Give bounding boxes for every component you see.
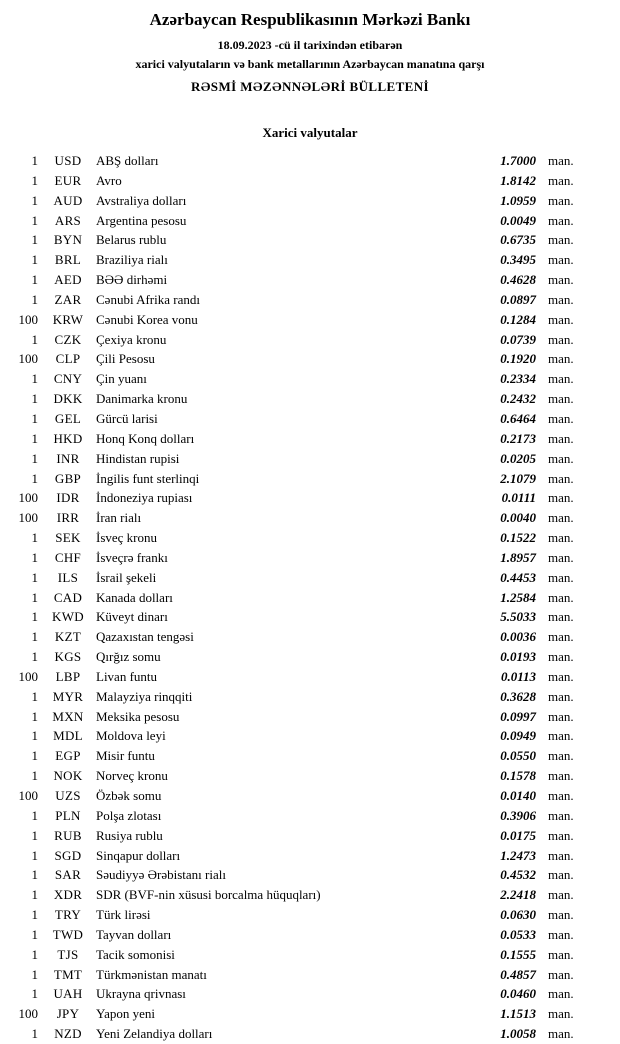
row-quantity: 1 xyxy=(31,649,38,665)
row-unit: man. xyxy=(548,549,574,565)
row-currency-code: ARS xyxy=(54,212,82,228)
table-row xyxy=(8,806,590,826)
row-unit: man. xyxy=(548,351,574,367)
row-quantity: 1 xyxy=(31,827,38,843)
table-row xyxy=(8,965,590,985)
row-unit: man. xyxy=(548,510,574,526)
table-row xyxy=(8,389,590,409)
table-row xyxy=(8,250,590,270)
row-quantity: 1 xyxy=(31,589,38,605)
row-rate: 0.4532 xyxy=(500,867,536,883)
row-unit: man. xyxy=(548,371,574,387)
row-currency-code: KRW xyxy=(52,311,84,327)
row-currency-name: Çili Pesosu xyxy=(96,351,155,367)
row-currency-code: INR xyxy=(56,450,80,466)
row-unit: man. xyxy=(548,172,574,188)
row-currency-code: ZAR xyxy=(54,291,82,307)
row-unit: man. xyxy=(548,192,574,208)
table-row xyxy=(8,508,590,528)
table-row xyxy=(8,667,590,687)
row-currency-name: İsveç kronu xyxy=(96,530,158,546)
row-currency-name: İsveçrə frankı xyxy=(96,549,168,565)
row-unit: man. xyxy=(548,490,574,506)
row-unit: man. xyxy=(548,252,574,268)
row-unit: man. xyxy=(548,589,574,605)
row-currency-name: Qırğız somu xyxy=(96,649,161,665)
row-rate: 0.0205 xyxy=(500,450,536,466)
row-quantity: 1 xyxy=(31,212,38,228)
table-row xyxy=(8,568,590,588)
row-currency-code: TWD xyxy=(52,926,84,942)
row-currency-name: İngilis funt sterlinqi xyxy=(96,470,200,486)
row-rate: 2.2418 xyxy=(500,887,536,903)
row-currency-code: XDR xyxy=(53,887,83,903)
row-rate: 1.8142 xyxy=(500,172,536,188)
row-currency-name: Cənubi Afrika randı xyxy=(96,291,200,307)
table-row xyxy=(8,369,590,389)
row-currency-name: Gürcü larisi xyxy=(96,410,158,426)
row-rate: 0.1555 xyxy=(500,946,536,962)
row-currency-code: SGD xyxy=(54,847,82,863)
row-currency-code: SAR xyxy=(54,867,82,883)
row-quantity: 1 xyxy=(31,172,38,188)
row-currency-code: CNY xyxy=(53,371,83,387)
row-rate: 0.1284 xyxy=(500,311,536,327)
table-row xyxy=(8,607,590,627)
row-quantity: 1 xyxy=(31,252,38,268)
row-quantity: 100 xyxy=(18,311,38,327)
row-quantity: 1 xyxy=(31,450,38,466)
row-quantity: 1 xyxy=(31,907,38,923)
row-unit: man. xyxy=(548,946,574,962)
row-currency-name: Ukrayna qrivnası xyxy=(96,986,186,1002)
table-row xyxy=(8,588,590,608)
table-row xyxy=(8,1004,590,1024)
row-quantity: 1 xyxy=(31,708,38,724)
row-currency-code: ILS xyxy=(57,569,79,585)
row-unit: man. xyxy=(548,708,574,724)
section-title-foreign-currencies: Xarici valyutalar xyxy=(262,125,358,140)
bulletin-title: RƏSMİ MƏZƏNNƏLƏRİ BÜLLETENİ xyxy=(191,79,429,94)
table-row xyxy=(8,528,590,548)
table-row xyxy=(8,310,590,330)
row-currency-code: RUB xyxy=(54,827,82,843)
row-currency-code: TMT xyxy=(53,966,83,982)
row-rate: 0.1920 xyxy=(500,351,536,367)
row-currency-code: AED xyxy=(54,272,82,288)
row-rate: 0.0897 xyxy=(500,291,536,307)
row-currency-name: Misir funtu xyxy=(96,748,155,764)
row-unit: man. xyxy=(548,887,574,903)
row-currency-code: UAH xyxy=(53,986,83,1002)
row-quantity: 1 xyxy=(31,887,38,903)
row-currency-code: KZT xyxy=(54,629,82,645)
row-currency-name: Özbək somu xyxy=(96,788,162,803)
table-row xyxy=(8,1024,590,1044)
row-quantity: 1 xyxy=(31,331,38,347)
row-quantity: 1 xyxy=(31,549,38,565)
row-currency-name: Tayvan dolları xyxy=(96,926,172,942)
row-quantity: 1 xyxy=(31,986,38,1002)
row-currency-name: ABŞ dolları xyxy=(96,153,159,168)
row-currency-code: CAD xyxy=(53,589,83,605)
row-unit: man. xyxy=(548,391,574,407)
row-currency-name: Avro xyxy=(96,172,122,188)
row-quantity: 1 xyxy=(31,391,38,407)
row-quantity: 1 xyxy=(31,430,38,446)
table-row xyxy=(8,409,590,429)
row-quantity: 1 xyxy=(31,748,38,764)
row-quantity: 1 xyxy=(31,946,38,962)
table-row xyxy=(8,786,590,806)
row-currency-name: Avstraliya dolları xyxy=(96,192,187,208)
table-row xyxy=(8,330,590,350)
row-currency-name: Malayziya rinqqiti xyxy=(96,688,193,704)
row-currency-code: MYR xyxy=(52,688,84,704)
table-row xyxy=(8,488,590,508)
row-currency-code: HKD xyxy=(53,430,83,446)
row-currency-code: AUD xyxy=(53,192,83,208)
row-unit: man. xyxy=(548,788,574,803)
row-currency-code: GEL xyxy=(54,410,82,426)
table-row xyxy=(8,984,590,1004)
row-unit: man. xyxy=(548,291,574,307)
row-currency-code: NZD xyxy=(54,1026,82,1042)
row-currency-name: Küveyt dinarı xyxy=(96,609,168,625)
row-currency-name: Sinqapur dolları xyxy=(96,847,181,863)
row-quantity: 1 xyxy=(31,371,38,387)
table-row xyxy=(8,905,590,925)
row-rate: 0.0113 xyxy=(500,668,536,684)
row-quantity: 1 xyxy=(31,410,38,426)
document-header xyxy=(0,8,620,97)
row-currency-name: Səudiyyə Ərəbistanı rialı xyxy=(96,867,226,883)
row-currency-code: MDL xyxy=(53,728,83,744)
row-unit: man. xyxy=(548,966,574,982)
row-unit: man. xyxy=(548,430,574,446)
row-unit: man. xyxy=(548,470,574,486)
table-row xyxy=(8,925,590,945)
row-unit: man. xyxy=(548,986,574,1002)
table-row xyxy=(8,191,590,211)
row-currency-code: USD xyxy=(54,153,82,168)
row-rate: 0.0175 xyxy=(500,827,536,843)
row-currency-code: CHF xyxy=(54,549,82,565)
row-rate: 0.3495 xyxy=(500,252,536,268)
row-unit: man. xyxy=(548,827,574,843)
row-unit: man. xyxy=(548,609,574,625)
row-unit: man. xyxy=(548,649,574,665)
row-unit: man. xyxy=(548,1026,574,1042)
row-quantity: 1 xyxy=(31,688,38,704)
row-unit: man. xyxy=(548,331,574,347)
row-unit: man. xyxy=(548,907,574,923)
row-rate: 0.0460 xyxy=(500,986,536,1002)
table-row xyxy=(8,945,590,965)
row-rate: 1.8957 xyxy=(500,549,536,565)
row-currency-code: UZS xyxy=(55,788,81,803)
row-quantity: 1 xyxy=(31,192,38,208)
row-unit: man. xyxy=(548,688,574,704)
row-unit: man. xyxy=(548,926,574,942)
row-rate: 0.0111 xyxy=(501,490,536,506)
row-quantity: 100 xyxy=(18,668,38,684)
row-currency-code: EUR xyxy=(54,172,82,188)
row-quantity: 100 xyxy=(18,788,38,803)
table-row xyxy=(8,707,590,727)
row-currency-code: LBP xyxy=(55,668,81,684)
table-row xyxy=(8,647,590,667)
row-rate: 0.0140 xyxy=(500,788,536,803)
row-currency-name: Çin yuanı xyxy=(96,371,147,387)
row-currency-name: Yeni Zelandiya dolları xyxy=(96,1026,213,1042)
row-quantity: 1 xyxy=(31,530,38,546)
row-unit: man. xyxy=(548,410,574,426)
row-unit: man. xyxy=(548,847,574,863)
row-currency-code: IDR xyxy=(56,490,80,506)
row-currency-code: EGP xyxy=(55,748,81,764)
page-title: Azərbaycan Respublikasının Mərkəzi Bankı xyxy=(149,10,471,29)
row-currency-code: CLP xyxy=(55,351,81,367)
row-currency-code: GBP xyxy=(54,470,82,486)
row-rate: 0.6735 xyxy=(500,232,536,248)
row-quantity: 100 xyxy=(18,1006,38,1022)
row-rate: 5.5033 xyxy=(500,609,536,625)
row-quantity: 1 xyxy=(31,291,38,307)
row-currency-code: PLN xyxy=(55,807,81,823)
row-currency-code: BRL xyxy=(54,252,82,268)
row-rate: 0.0533 xyxy=(500,926,536,942)
table-row xyxy=(8,885,590,905)
row-unit: man. xyxy=(548,212,574,228)
row-unit: man. xyxy=(548,728,574,744)
row-currency-name: Danimarka kronu xyxy=(96,391,188,407)
row-currency-name: Meksika pesosu xyxy=(96,708,180,724)
row-unit: man. xyxy=(548,768,574,784)
row-unit: man. xyxy=(548,807,574,823)
row-rate: 1.0959 xyxy=(500,192,536,208)
table-row xyxy=(8,211,590,231)
row-quantity: 1 xyxy=(31,272,38,288)
row-currency-name: Kanada dolları xyxy=(96,589,173,605)
table-row xyxy=(8,865,590,885)
row-currency-code: IRR xyxy=(56,510,80,526)
table-row xyxy=(8,826,590,846)
effective-date-line: 18.09.2023 -cü il tarixindən etibarən xyxy=(217,38,403,52)
table-row xyxy=(8,548,590,568)
row-quantity: 1 xyxy=(31,232,38,248)
row-currency-code: TRY xyxy=(54,907,82,923)
row-currency-name: Braziliya rialı xyxy=(96,252,168,268)
row-unit: man. xyxy=(548,867,574,883)
header-subtitle: xarici valyutaların və bank metallarının Azərbaycan manatına qarşı xyxy=(135,57,485,71)
row-currency-code: TJS xyxy=(57,946,79,962)
row-currency-name: Tacik somonisi xyxy=(96,946,175,962)
row-rate: 0.0630 xyxy=(500,907,536,923)
row-currency-name: Moldova leyi xyxy=(96,728,166,744)
row-quantity: 1 xyxy=(31,470,38,486)
row-rate: 0.0949 xyxy=(500,728,536,744)
row-unit: man. xyxy=(548,272,574,288)
table-row xyxy=(8,290,590,310)
row-rate: 0.2334 xyxy=(500,371,536,387)
row-currency-code: MXN xyxy=(52,708,84,724)
row-unit: man. xyxy=(548,1006,574,1022)
row-unit: man. xyxy=(548,530,574,546)
table-row xyxy=(8,349,590,369)
row-quantity: 1 xyxy=(31,609,38,625)
table-row xyxy=(8,469,590,489)
row-unit: man. xyxy=(548,232,574,248)
row-rate: 2.1079 xyxy=(500,470,536,486)
row-currency-name: Argentina pesosu xyxy=(96,212,187,228)
row-currency-code: SEK xyxy=(55,530,81,546)
row-rate: 0.1578 xyxy=(500,768,536,784)
row-currency-name: Rusiya rublu xyxy=(96,827,163,843)
row-quantity: 1 xyxy=(31,966,38,982)
row-unit: man. xyxy=(548,629,574,645)
row-currency-code: JPY xyxy=(56,1006,80,1022)
row-currency-name: Livan funtu xyxy=(96,668,158,684)
row-quantity: 1 xyxy=(31,569,38,585)
row-unit: man. xyxy=(548,569,574,585)
row-rate: 0.4453 xyxy=(500,569,536,585)
row-quantity: 1 xyxy=(31,1026,38,1042)
row-currency-name: Polşa zlotası xyxy=(96,807,162,823)
row-rate: 1.2584 xyxy=(500,589,536,605)
row-quantity: 1 xyxy=(31,847,38,863)
row-currency-name: SDR (BVF-nin xüsusi borcalma hüquqları) xyxy=(96,887,321,903)
row-quantity: 1 xyxy=(31,153,38,168)
row-currency-name: Türk lirəsi xyxy=(96,907,151,923)
row-rate: 0.3906 xyxy=(500,807,536,823)
row-rate: 0.0739 xyxy=(500,331,536,347)
row-rate: 0.6464 xyxy=(500,410,536,426)
row-currency-name: Türkmənistan manatı xyxy=(96,966,207,982)
row-unit: man. xyxy=(548,450,574,466)
row-rate: 0.0193 xyxy=(500,649,536,665)
row-currency-code: DKK xyxy=(53,391,83,407)
row-currency-code: NOK xyxy=(53,768,83,784)
row-currency-name: Norveç kronu xyxy=(96,768,168,784)
table-row xyxy=(8,766,590,786)
row-currency-code: KGS xyxy=(54,649,82,665)
row-quantity: 1 xyxy=(31,629,38,645)
row-rate: 0.0997 xyxy=(500,708,536,724)
row-quantity: 1 xyxy=(31,728,38,744)
row-currency-name: Yapon yeni xyxy=(96,1006,155,1022)
row-unit: man. xyxy=(548,748,574,764)
row-currency-code: BYN xyxy=(53,232,83,248)
row-rate: 0.1522 xyxy=(500,530,536,546)
row-unit: man. xyxy=(548,153,574,168)
row-quantity: 1 xyxy=(31,867,38,883)
row-quantity: 100 xyxy=(18,351,38,367)
row-quantity: 100 xyxy=(18,510,38,526)
row-quantity: 100 xyxy=(18,490,38,506)
row-unit: man. xyxy=(548,311,574,327)
row-currency-code: KWD xyxy=(52,609,84,625)
row-rate: 0.4628 xyxy=(500,272,536,288)
row-currency-name: Belarus rublu xyxy=(96,232,167,248)
row-rate: 1.1513 xyxy=(500,1006,536,1022)
row-currency-name: Çexiya kronu xyxy=(96,331,167,347)
row-currency-name: Honq Konq dolları xyxy=(96,430,195,446)
row-currency-name: BƏƏ dirhəmi xyxy=(96,272,168,288)
table-row xyxy=(8,270,590,290)
row-currency-code: CZK xyxy=(54,331,82,347)
row-rate: 0.0036 xyxy=(500,629,536,645)
row-rate: 0.3628 xyxy=(500,688,536,704)
currency-rate-table xyxy=(0,151,620,1044)
row-currency-name: İndoneziya rupiası xyxy=(96,490,193,506)
table-row xyxy=(8,449,590,469)
row-rate: 0.2173 xyxy=(500,430,536,446)
row-rate: 0.0040 xyxy=(500,510,536,526)
row-rate: 0.2432 xyxy=(500,391,536,407)
table-row xyxy=(8,151,590,171)
table-row xyxy=(8,746,590,766)
row-rate: 1.2473 xyxy=(500,847,536,863)
row-quantity: 1 xyxy=(31,807,38,823)
table-row xyxy=(8,726,590,746)
row-currency-name: Qazaxıstan tengəsi xyxy=(96,629,194,645)
table-row xyxy=(8,230,590,250)
row-rate: 0.0550 xyxy=(500,748,536,764)
row-currency-name: İsrail şekeli xyxy=(96,569,157,585)
row-rate: 0.0049 xyxy=(500,212,536,228)
row-currency-name: İran rialı xyxy=(96,510,142,526)
row-quantity: 1 xyxy=(31,926,38,942)
row-currency-name: Hindistan rupisi xyxy=(96,450,180,466)
table-row xyxy=(8,627,590,647)
table-row xyxy=(8,687,590,707)
row-rate: 1.7000 xyxy=(500,153,536,168)
row-currency-name: Cənubi Korea vonu xyxy=(96,311,198,327)
table-row xyxy=(8,171,590,191)
row-quantity: 1 xyxy=(31,768,38,784)
table-row xyxy=(8,429,590,449)
table-row xyxy=(8,846,590,866)
row-unit: man. xyxy=(548,668,574,684)
row-rate: 0.4857 xyxy=(500,966,536,982)
row-rate: 1.0058 xyxy=(500,1026,536,1042)
